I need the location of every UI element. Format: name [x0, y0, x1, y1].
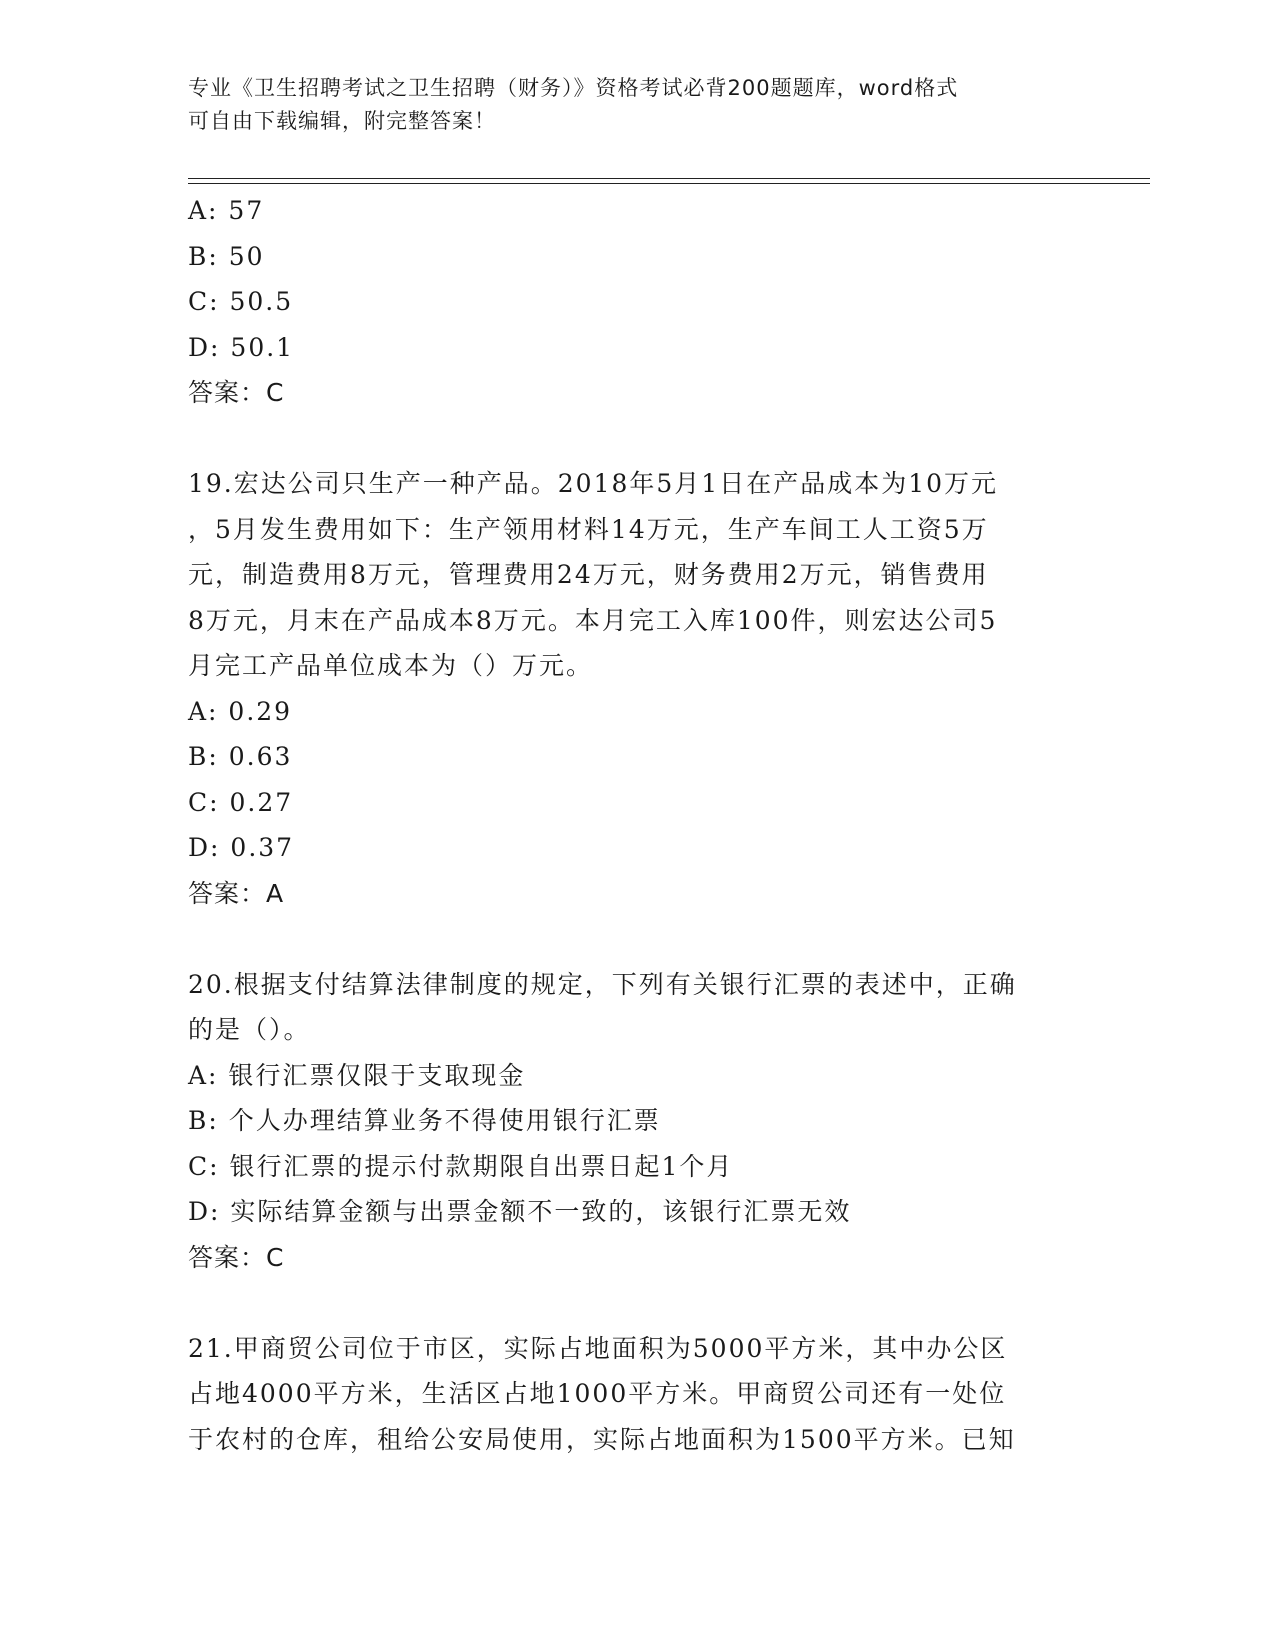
question-text-line: ，5月发生费用如下：生产领用材料14万元，生产车间工人工资5万 — [188, 514, 989, 544]
option-b: B: 50 — [188, 241, 265, 271]
question-19 — [188, 461, 1068, 916]
header-line-1: 专业《卫生招聘考试之卫生招聘（财务）》资格考试必背200题题库，word格式 — [188, 76, 959, 100]
answer: 答案：A — [188, 878, 285, 908]
option-b: B: 0.63 — [188, 742, 293, 771]
question-18 — [188, 188, 1068, 416]
option-d: D: 实际结算金额与出票金额不一致的，该银行汇票无效 — [188, 1197, 852, 1226]
option-b: B: 个人办理结算业务不得使用银行汇票 — [188, 1106, 661, 1135]
question-text-line: 占地4000平方米，生活区占地1000平方米。甲商贸公司还有一处位 — [188, 1379, 1007, 1408]
option-d: D: 50.1 — [188, 332, 295, 362]
header-line-2: 可自由下载编辑，附完整答案！ — [188, 109, 496, 133]
question-text-line: 21.甲商贸公司位于市区，实际占地面积为5000平方米，其中办公区 — [188, 1333, 1008, 1363]
document-header — [188, 72, 1068, 138]
header-divider — [188, 178, 1150, 184]
option-a: A: 57 — [188, 196, 265, 225]
option-c: C: 银行汇票的提示付款期限自出票日起1个月 — [188, 1151, 734, 1181]
question-20 — [188, 962, 1068, 1281]
question-text-line: 8万元，月末在产品成本8万元。本月完工入库100件，则宏达公司5 — [188, 605, 998, 635]
spacer — [188, 1280, 1068, 1326]
option-d: D: 0.37 — [188, 833, 295, 862]
spacer — [188, 916, 1068, 962]
option-a: A: 0.29 — [188, 696, 293, 726]
spacer — [188, 416, 1068, 462]
question-text-line: 的是（）。 — [188, 1015, 311, 1044]
question-21 — [188, 1326, 1068, 1463]
answer: 答案：C — [188, 378, 285, 407]
question-text-line: 于农村的仓库，租给公安局使用，实际占地面积为1500平方米。已知 — [188, 1424, 1016, 1454]
option-a: A: 银行汇票仅限于支取现金 — [188, 1060, 526, 1090]
question-text-line: 元，制造费用8万元，管理费用24万元，财务费用2万元，销售费用 — [188, 560, 989, 589]
question-text-line: 19.宏达公司只生产一种产品。2018年5月1日在产品成本为10万元 — [188, 469, 999, 498]
question-text-line: 月完工产品单位成本为（）万元。 — [188, 651, 594, 680]
option-c: C: 0.27 — [188, 787, 294, 817]
question-list — [188, 188, 1068, 1462]
answer: 答案：C — [188, 1242, 285, 1272]
option-c: C: 50.5 — [188, 287, 294, 316]
question-text-line: 20.根据支付结算法律制度的规定，下列有关银行汇票的表述中，正确 — [188, 969, 1017, 999]
